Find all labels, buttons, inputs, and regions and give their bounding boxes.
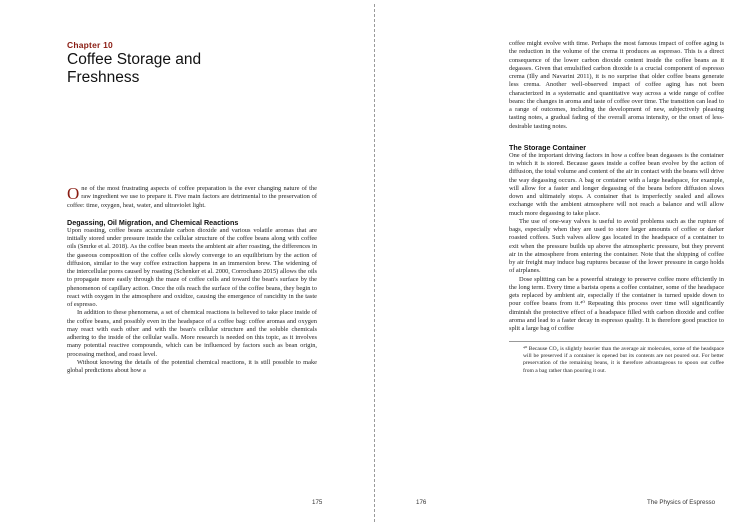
footnote-text: ⁴⁰ Because CO₂ is slightly heavier than the average air molecules, some of the headspace will be preserved if a container is opened but its contents are not poured out. For better preservation of the remaining beans, it is therefore advantageous to spoon out coffee from a bag rather than pouring it out. — [523, 346, 724, 374]
body-paragraph: coffee might evolve with time. Perhaps the most famous impact of coffee aging is the reduction in the volume of the crema it produces as espresso. This is a direct consequence of the lower carbon dioxide content inside the coffee beans as it degasses. Given that emulsified carbon dioxide is a crucial component of espresso crema (Illy and Navarini 2011), it is no surprise that older coffee beans generate less crema. Another well-observed impact of coffee aging has not been characterized in a systematic and quantitative way across a wide range of coffee beans: the changes in aroma and taste of coffee over time. The transition can lead to a range of outcomes, including the development of new, subjectively pleasing tasting notes, a gradual fading of the overall aroma intensity, or the onset of less-desirable tasting notes. — [509, 40, 724, 130]
footnote — [509, 341, 724, 374]
body-paragraph: Without knowing the details of the potential chemical reactions, it is still possible to make global predictions about how a — [67, 358, 317, 374]
right-page — [376, 0, 750, 526]
chapter-title: Coffee Storage and Freshness — [67, 51, 202, 86]
body-paragraph: The use of one-way valves is useful to avoid problems such as the rupture of bags, especially when they are used to store larger amounts of coffee or darker roasted coffees. Such valves allow gas located in the headspace of a container to exit when the pressure builds up above the atmospheric pressure, but they prevent air in the atmosphere from entering the container. Note that the shipping of coffee by air freight may induce bag ruptures because of the lower pressure in cargo holds of airplanes. — [509, 217, 724, 275]
page-number-left: 175 — [312, 499, 323, 506]
section-heading-degassing: Degassing, Oil Migration, and Chemical Reactions — [67, 217, 239, 227]
left-page — [0, 0, 374, 526]
section-heading-storage-container: The Storage Container — [509, 142, 587, 152]
body-paragraph: Upon roasting, coffee beans accumulate carbon dioxide and various volatile aromas that are initially stored under pressure inside the cellular structure of the coffee beans along with coffee oils (Smrke et al. 2018). As the coffee bean meets the ambient air after roasting, the differences in the gaseous composition of the coffee cells slowly converge to an equilibrium by the action of diffusion, similar to the way coffee extraction happens in an immersion brew. The widening of the intercellular pores caused by roasting (Schenker et al. 2000, Corrochano 2015) allows the oils to propagate more easily through the maze of coffee cells and toward the bean's surface by the phenomenon of capillary action. Once the oils reach the surface of the coffee beans, they begin to react with oxygen in the atmosphere and oxidize, causing the emergence of rancidity in the taste of espresso. — [67, 226, 317, 308]
chapter-label: Chapter 10 — [67, 40, 113, 50]
right-text-column — [509, 40, 724, 375]
body-paragraph: In addition to these phenomena, a set of chemical reactions is believed to take place inside of the coffee beans, and possibly even in the headspace of a coffee bag: coffee aromas and oxygen may react with each other and with the bean's cellular structure and the soluble chemicals adhering to the inside of the cellular walls. More research is needed on this topic, as it involves many potential reactive compounds, which can be influenced by factors such as bean origin, processing method, and roast level. — [67, 309, 317, 358]
drop-cap: O — [67, 184, 80, 203]
body-paragraph: Dose splitting can be a powerful strategy to preserve coffee more efficiently in the long term. Every time a barista opens a coffee container, some of the headspace gets replaced by ambient air, especially if the container is turned upside down to pour coffee beans from it.⁴⁰ Repeating this process over time will significantly diminish the protective effect of a headspace filled with carbon dioxide and coffee aroma and lead to a faster decay in espresso quality. It is therefore good practice to split a large bag of coffee — [509, 275, 724, 332]
page-number-right: 176 — [416, 499, 427, 506]
left-text-column — [67, 185, 317, 375]
page-divider — [374, 4, 375, 522]
intro-paragraph — [67, 185, 317, 210]
intro-text: ne of the most frustrating aspects of coffee preparation is the ever changing nature of the raw ingredient we use to prepare it. Five main factors are detrimental to the preservation of coffee: time, oxygen, heat, water, and ultraviolet light. — [67, 185, 317, 209]
body-paragraph: One of the important driving factors in how a coffee bean degasses is the container in which it is stored. Because gases inside a coffee bean evolve by the action of diffusion, the total volume and content of the air in contact with the beans will drive the way degassing occurs. A bag or container with a large headspace, for example, will allow for a faster and longer degassing of the beans before diffusion slows down and ultimately stops. A container that is imperfectly sealed and allows exchange with the ambient atmosphere will not reach a balance and will allow much more degassing to take place. — [509, 151, 724, 217]
running-head: The Physics of Espresso — [647, 499, 716, 506]
